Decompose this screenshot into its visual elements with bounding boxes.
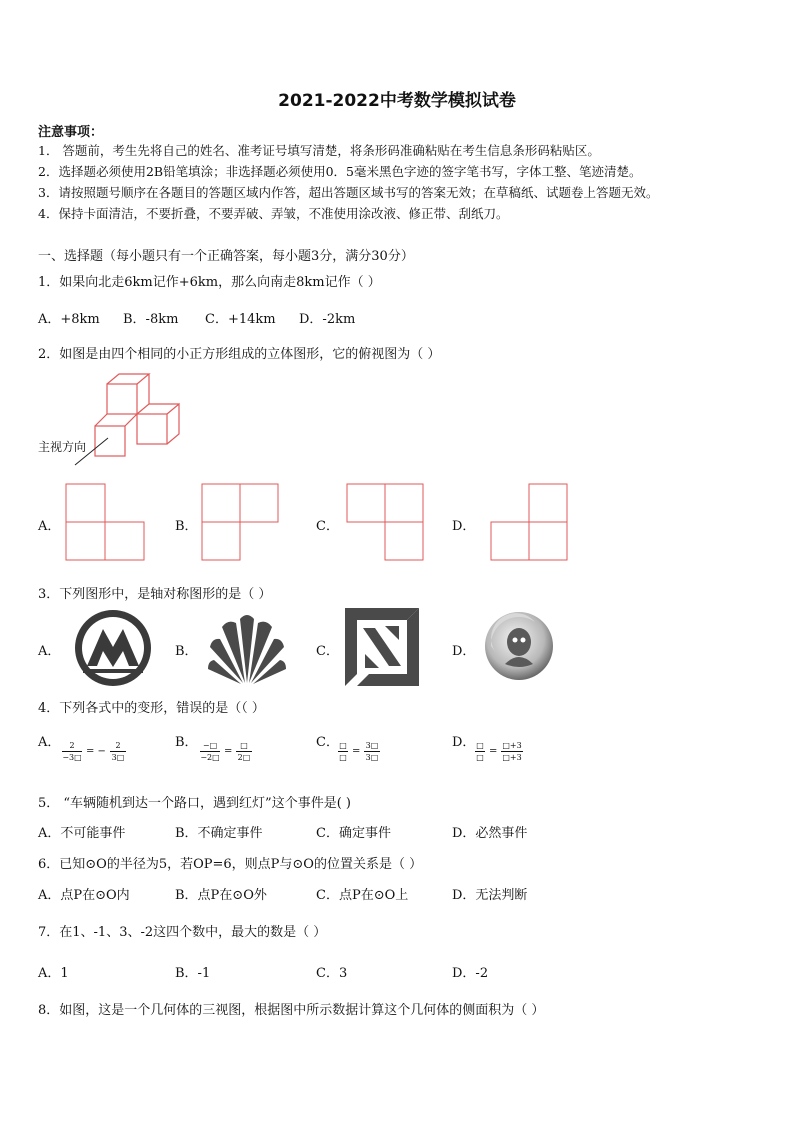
- notice-heading: 注意事项：: [38, 125, 104, 140]
- q4-option-d[interactable]: D．: [452, 735, 476, 750]
- metro-logo-icon: [73, 609, 153, 687]
- q3-option-c[interactable]: C．: [316, 644, 339, 659]
- q3-option-d[interactable]: D．: [452, 644, 476, 659]
- geometric-logo-icon: [345, 608, 419, 686]
- q2-option-c[interactable]: C．: [316, 519, 339, 534]
- q7-option-c[interactable]: C．3: [316, 966, 348, 981]
- q4b-equals: =: [224, 746, 233, 757]
- q7-stem: 7．在1、-1、3、-2这四个数中，最大的数是（ ）: [38, 925, 327, 940]
- q3-option-b[interactable]: B．: [175, 644, 198, 659]
- q6-option-a[interactable]: A．点P在⊙O内: [38, 888, 130, 903]
- q3-option-a[interactable]: A．: [38, 644, 61, 659]
- q4a-equals: = −: [86, 746, 106, 757]
- q4c-left-fraction: □ □: [339, 741, 347, 762]
- q5-option-b[interactable]: B．不确定事件: [175, 826, 263, 841]
- q4c-right-fraction: 3□ 3□: [365, 741, 379, 762]
- q4d-left-fraction: □ □: [476, 741, 484, 762]
- q4a-left-fraction: 2 −3□: [62, 741, 82, 762]
- view-direction-label: 主视方向: [38, 440, 87, 454]
- q1-option-d[interactable]: D．-2km: [299, 312, 356, 327]
- q1-option-a[interactable]: A．+8km: [38, 312, 100, 327]
- q4-option-a[interactable]: A．: [38, 735, 61, 750]
- q8-stem: 8．如图，这是一个几何体的三视图，根据图中所示数据计算这个几何体的侧面积为（ ）: [38, 1003, 545, 1018]
- q4c-equals: =: [352, 746, 361, 757]
- q3-stem: 3．下列图形中，是轴对称图形的是（ ）: [38, 587, 272, 602]
- notice-item-4: 4．保持卡面清洁，不要折叠，不要弄破、弄皱，不准使用涂改液、修正带、刮纸刀。: [38, 206, 509, 221]
- q7-option-a[interactable]: A．1: [38, 966, 69, 981]
- q1-stem: 1．如果向北走6km记作+6km，那么向南走8km记作（ ）: [38, 275, 381, 290]
- q1-option-c[interactable]: C．+14km: [205, 312, 276, 327]
- q7-option-d[interactable]: D．-2: [452, 966, 489, 981]
- q4-option-c[interactable]: C．: [316, 735, 339, 750]
- q6-option-c[interactable]: C．点P在⊙O上: [316, 888, 409, 903]
- q4d-right-fraction: □+3 □+3: [502, 741, 522, 762]
- q2-stem: 2．如图是由四个相同的小正方形组成的立体图形，它的俯视图为（ ）: [38, 347, 441, 362]
- notice-item-2: 2．选择题必须使用2B铅笔填涂；非选择题必须使用0．5毫米黑色字迹的签字笔书写，字体工整、笔迹清楚。: [38, 164, 642, 179]
- q4b-right-fraction: □ 2□: [237, 741, 251, 762]
- notice-item-1: 1． 答题前，考生先将自己的姓名、准考证号填写清楚，将条形码准确粘贴在考生信息条形码粘贴区。: [38, 143, 600, 158]
- q5-option-d[interactable]: D．必然事件: [452, 826, 528, 841]
- q2-option-a-grid: [66, 484, 146, 562]
- q6-stem: 6．已知⊙O的半径为5，若OP=6，则点P与⊙O的位置关系是（ ）: [38, 857, 423, 872]
- q4d-equals: =: [489, 746, 498, 757]
- q2-option-d[interactable]: D．: [452, 519, 476, 534]
- q4b-left-fraction: −□ −2□: [200, 741, 220, 762]
- notice-item-3: 3．请按照题号顺序在各题目的答题区域内作答，超出答题区域书写的答案无效；在草稿纸、试题卷上答题无效。: [38, 185, 659, 200]
- q2-option-a[interactable]: A．: [38, 519, 61, 534]
- q5-option-a[interactable]: A．不可能事件: [38, 826, 126, 841]
- q5-stem: 5． “车辆随机到达一个路口，遇到红灯”这个事件是( ): [38, 796, 351, 811]
- q2-option-b-grid: [202, 484, 282, 562]
- q2-option-c-grid: [347, 484, 427, 562]
- q2-option-d-grid: [491, 484, 571, 562]
- q6-option-d[interactable]: D．无法判断: [452, 888, 528, 903]
- section-heading: 一、选择题（每小题只有一个正确答案，每小题3分，满分30分）: [38, 249, 414, 264]
- q4-option-b[interactable]: B．: [175, 735, 198, 750]
- qq-logo-icon: [483, 606, 555, 686]
- q2-option-b[interactable]: B．: [175, 519, 198, 534]
- q1-option-b[interactable]: B．-8km: [123, 312, 179, 327]
- q7-option-b[interactable]: B．-1: [175, 966, 211, 981]
- huawei-logo-icon: [208, 611, 286, 685]
- q4a-right-fraction: 2 3□: [111, 741, 125, 762]
- q4-stem: 4．下列各式中的变形，错误的是（（ ）: [38, 701, 265, 716]
- page-title: 2021-2022中考数学模拟试卷: [278, 91, 516, 111]
- q6-option-b[interactable]: B．点P在⊙O外: [175, 888, 267, 903]
- q5-option-c[interactable]: C．确定事件: [316, 826, 391, 841]
